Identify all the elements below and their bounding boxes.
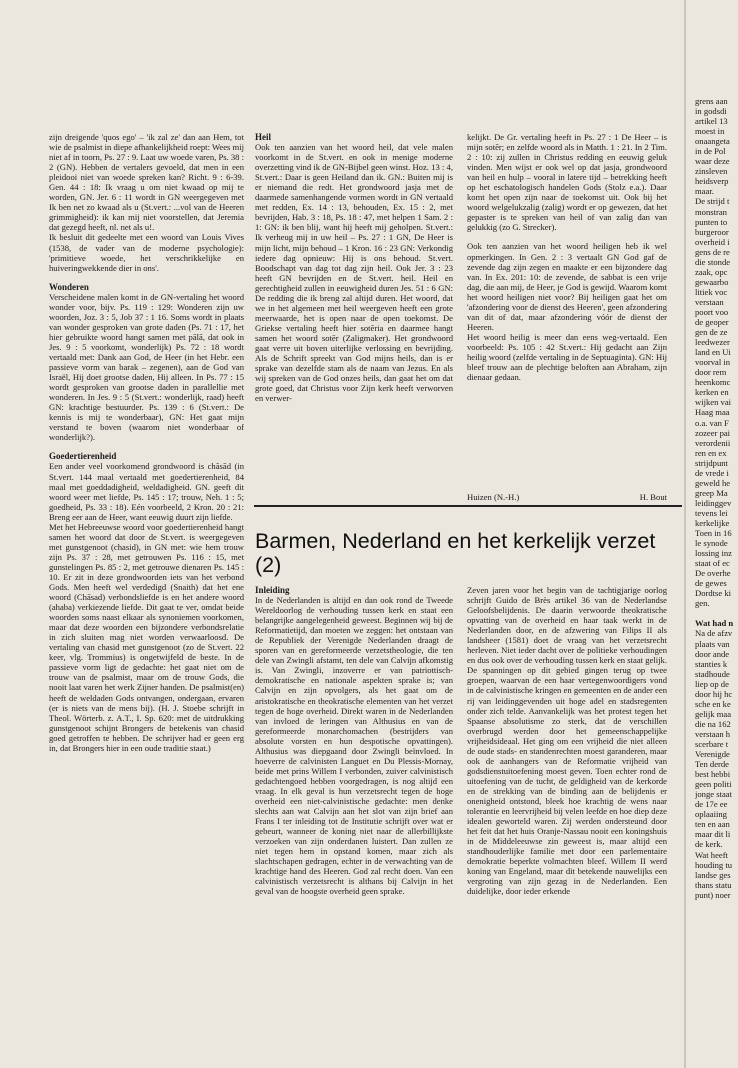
fragment-line: de geoper [695,317,729,328]
fragment-line: plaats van [695,638,730,649]
fragment-line: houding tu [695,859,733,870]
paragraph: Ook ten aanzien van het woord heiligen heb ik wel opmerkingen. In Gen. 2 : 3 vertaalt GN God gaf de zevende dag zijn zegen en maakte er een bijzondere dag van. In Ex. 201: 10: de zevende, de sabbat is een vrije dag, die aan mij, de Heer, je God is gewijd. Waarom komt het woord heiligen niet voor? Bij heiligen gaat het om 'afzondering voor de dienst des Heeren', geen afzondering van dit of dat, maar afzondering vóór de dienst der Heeren. [467,241,667,332]
paragraph: Ik besluit dit gedeelte met een woord van Louis Vives (1538, de vader van de moderne psychologie): 'primitieve woede, het verschrikkelijke en huiveringwekkende dier in ons'. [49,232,244,273]
fragment-line: sche en ke [695,698,731,709]
fragment-line: verstaan [695,296,724,307]
fragment-line: lossing inz [695,548,733,559]
fragment-line: tevens lei [695,507,728,518]
fragment-line: best hebbi [695,769,731,780]
fragment-line: geweld he [695,477,731,488]
fragment-line: scerbare t [695,739,729,749]
article2-column-2 [467,585,667,896]
fragment-line: leidinggev [695,497,732,508]
fragment-line: Wat heeft [695,849,728,860]
fragment-line: monstran [695,206,727,217]
fragment-line: moest in [695,126,725,137]
fragment-line: de vrede i [695,467,729,478]
fragment-line: wijken vai [695,397,732,408]
fragment-line: stanties k [695,658,728,669]
fragment-line: ren en ex [695,447,727,458]
paragraph: zijn dreigende 'quos ego' – 'ik zal ze' dan aan Hem, tot wie de psalmist in diepe afhankelijkheid roept: Wees mij niet af in toorn, Ps. 27 : 9. Laat uw woede varen, Ps. 38 : 2 (GN). Hebben de vertalers gevoeld, dat men in een pleidooi niet van woede spreken kan? Richt. 9 : 6-39. Gen. 44 : 18: Ik vraag u om niet kwaad op mij te worden, GN. Jer. 6 : 11 wordt in GN weergegeven met Ik ben net zo kwaad als u (St.vert.: ...vol van de Heeren grimmigheid): ik kan mij niet voorstellen, dat Jeremia dat gezegd heeft, nl. net als u!. [49,132,244,233]
page-gutter [684,0,686,1068]
fragment-line: gelijk maa [695,708,732,719]
fragment-line: kerken en [695,387,729,398]
fragment-line: Toen in 16 [695,528,732,539]
fragment-line: thans statu [695,879,732,890]
fragment-line: litiek voc [695,286,728,297]
fragment-line: de kerk. [695,839,723,850]
fragment-line: heenkomc [695,377,731,388]
fragment-line: door ande [695,648,730,659]
fragment-line: heidsverp [695,176,729,187]
paragraph: kelijkt. De Gr. vertaling heeft in Ps. 27 : 1 De Heer – is mijn sotēr; en zelfde woord als in Matth. 1 : 21. In 2 Tim. 2 : 10: zij zullen in Christus redding en eeuwig geluk vinden. Men wijst er ook wel op dat jasja, grondwoord van heil en hulp – vooral in latere tijd – betrekking heeft op het eschatologisch handelen Gods (Stolz e.a.). Daar komt het open zijn naar de toekomst uit. Ook bij het woord welgelukzalig (zalig) wordt er op gewezen, dat het gepaster is te spreken van heil of van zalig dan van gelukkig (zo G. Strecker). [467,132,667,233]
section-heading-wonderen: Wonderen [49,281,89,292]
article-signature [467,492,667,502]
fragment-line [695,608,738,618]
fragment-line: De strijd t [695,196,730,207]
article-headline: Barmen, Nederland en het kerkelijk verzet (2) [255,529,656,577]
article-divider [254,505,682,507]
paragraph: In de Nederlanden is altijd en dan ook rond de Tweede Wereldoorlog de verhouding tussen kerk en staat een belangrijke aangelegenheid geweest. Beginnen wij bij de Reformatietijd, dan moeten we zeggen: het ontstaan van de Republiek der Verenigde Nederlanden draagt de sporen van en gereformeerde verzetstheologie, die ten dele van Zwingli afstamt, ten dele van Calvijn afkomstig is. Van Zwingli, inzoverre er van patriottisch-demokratische en nationale aspekten sprake is; van Calvijn en zijn opvolgers, als het gaat om de aristokratische en theokratische elementen van het verzet tegen de hoge overheid. Direkt waren in de Nederlanden van invloed de leringen van Althusius en van de gereformeerde monarchomachen (bestrijders van absolute vorsten en hun despotische opvattingen). Althusius was diepgaand door Zwingli beïnvloed. In hoeverre de calvinisten Languet en Du Plessis-Mornay, beide met prins Willem I verbonden, zuiver calvinistisch gedachtengoed hebben voorgedragen, is nog altijd een vraag. In elk geval is hun verzetsrecht tegen de hoge overheid een niet-calvinistische gedachte: men denke slechts aan wat Calvijn aan het slot van zijn brief aan Frans I ter inleiding tot de Institutie schrijft over wat er gebeurt, wanneer de koning niet naar de allerbillijkste verzoeken van zijn onderdanen luistert. Dan zullen ze niet tegen hem in opstand komen, maar zich als slachtschapen gedragen, echter in de verwachting van de krachtige hand des Heeren. God zal recht doen. Van een calvinistisch verzetsrecht is althans bij Calvijn in het geval van de hoogste overheid geen sprake. [255,595,453,897]
fragment-line: punten to [695,216,728,227]
article1-column-3 [467,132,667,382]
fragment-line: in godsdi [695,106,727,117]
fragment-line: de 17e ee [695,799,728,810]
fragment-line: onaangeta [695,136,730,147]
fragment-line: leedwezer [695,337,730,348]
fragment-line: artikel 13 [695,116,728,127]
article1-column-1 [49,132,244,753]
next-page-fragment [695,96,738,900]
paragraph: Zeven jaren voor het begin van de tachtigjarige oorlog schrijft Guido de Brès artikel 36 van de Nederlandse Geloofsbelijdenis. De daarin verwoorde theokratische opvatting van de overheid en haar taak werkt in de Nederlanden door, en de afzwering van Filips II als landsheer (1581) doet de vraag van het verzetsrecht herleven. Niet ieder dacht over de politieke verhoudingen en dus ook over de verhouding tussen kerk en staat gelijk. De spanningen op dit gebied gingen terug op twee groepen, waarvan de een haar vertegenwoordigers vond in de calvinistische kringen en gemeenten en de ander een rij van leidinggevenden uit hoge adel en stadsregenten onder zich telde. Aanvankelijk was het protest tegen het Spaanse absolutisme zo sterk, dat de verschillen overbrugd werden door het gemeenschappelijke vrijheidsideaal. Het ging om een vrijheid die niet alleen de oude stads- en standenrechten moest garanderen, maar ook de aanhangers van de Reformatie vrijheid van godsdienstuitoefening moest geven. Toen echter rond de uitoefening van de tucht, de geldigheid van de kerkorde en de strekking van de binding aan de belijdenis er onenigheid ontstond, bleek hoe krachtig de wens naar tolerantie en leervrijheid bij velen leefde en hoe diep deze idealen geworteld waren. Zij werden ondersteund door het feit dat het huis Oranje-Nassau nooit een koningshuis in de Middeleeuwse zin geweest is, maar altijd een standhouderlijke familie met door een parlementaire demokratie beperkte volmachten bleef. Willem II werd koning van Engeland, maar dit betekende nauwelijks een vergroting van zijn gezag in de Nederlanden. Een duidelijke, door ieder erkende [467,585,667,897]
fragment-line: liep op de [695,678,729,689]
fragment-line: zozeer pai [695,427,731,438]
fragment-line: maar dit li [695,829,731,840]
fragment-line: die na 162 [695,718,731,729]
paragraph: Verscheidene malen komt in de GN-vertaling het woord wonder voor, bijv. Ps. 119 : 129: Wonderen zijn uw woorden, Joz. 3 : 5, Job 37 : 1 16. Soms wordt in plaats van wonder gesproken van grote daden (Ps. 71 : 17, het hier gebruikte woord hangt samen met pālā, dat ook in Jes. 9 : 5 voorkomt, wonderlijk) Ps. 72 : 18 wordt vertaald met: Dank aan God, de Heer (in het Hebr. een passieve vorm van barak – zegenen), aan de God van Israël, Hij doet grootse daden, Hij alleen. In Ps. 77 : 15 wordt gesproken van grootse daden in parallellie met wonderen. In Jes. 9 : 5 (St.vert.: wonderlijk, raad) heeft GN: krachtige bestuurder. Ps. 139 : 6 (St.vert.: De kennis is mij te wonderbaar), GN: Het gaat mijn verstand te boven (waarom niet wonderbaar of wonderlijk?). [49,291,244,443]
fragment-line: Dordtse ki [695,588,732,599]
fragment-line: Ten derde [695,759,729,770]
fragment-line: overheid i [695,236,730,247]
fragment-line: burgeroor [695,226,729,237]
fragment-line: waar deze [695,156,730,167]
fragment-line: geen politi [695,779,732,790]
fragment-line: poort voo [695,306,729,317]
fragment-line: door hij hc [695,688,733,699]
fragment-line: voorval in [695,357,731,368]
fragment-line: landse ges [695,869,731,880]
section-heading-goedertierenheid: Goedertierenheid [49,451,117,462]
fragment-line: gewaarbo [695,276,729,287]
fragment-line: zaak, opc [695,266,728,277]
paragraph: Een ander veel voorkomend grondwoord is chāsād (in St.vert. 144 maal vertaald met goedertierenheid, 84 maal met goeddadigheid, weldadigheid. GN. geeft dit woord weer met liefde, Ps. 145 : 17; trouw, Neh. 1 : 5; goedheid, Ps. 33 : 18). Eén voorbeeld, 2 Kron. 20 : 21: Breng eer aan de Heer, want eeuwig duurt zijn liefde. [49,461,244,522]
signature-location: Huizen (N.-H.) [467,492,520,502]
fragment-line: die stonde [695,256,731,267]
fragment-line: staat of ec [695,558,730,569]
fragment-line: Haag maa [695,407,730,418]
article1-column-2 [255,132,453,403]
signature-author: H. Bout [639,492,667,502]
fragment-line: de gewes [695,578,727,589]
fragment-line: land en Ui [695,347,731,358]
fragment-line: gen de ze [695,327,728,338]
fragment-line: zinsleven [695,166,728,177]
fragment-line: verstaan h [695,728,731,739]
fragment-line: Wat had n [695,618,734,629]
fragment-line: stadhoude [695,668,730,679]
fragment-line: strijdpunt [695,457,728,468]
article2-column-1 [255,585,453,896]
paragraph: Het woord heilig is meer dan eens weg-vertaald. Een voorbeeld: Ps. 105 : 42 St.vert.: Hij gedacht aan Zijn heilig woord (zelfde vertaling in de Septuaginta). GN: Hij bleef trouw aan de plechtige beloften aan Abraham, zijn dienaar gedaan. [467,331,667,383]
fragment-line: gens de re [695,246,730,257]
fragment-line: grens aan [695,96,728,106]
fragment-line: ten en aan [695,819,730,830]
fragment-line: greep Ma [695,487,728,498]
fragment-line: oplaaiing [695,809,727,820]
fragment-line: maar. [695,186,714,197]
section-heading-inleiding: Inleiding [255,585,290,595]
fragment-line: in de Pol [695,146,726,157]
fragment-line: De overhe [695,568,731,579]
fragment-line: jonge staat [695,789,732,800]
fragment-line: kerkelijke [695,517,730,528]
paragraph: Met het Hebreeuwse woord voor goedertierenheid hangt samen het woord dat door de St.vert. is weergegeven met gunstgenoot (chasid), in GN met: wie hem trouw zijn Ps. 37 : 28, met getrouwen Ps. 116 : 15, met gunstelingen Ps. 85 : 2, met getrouwe dienaren Ps. 145 : 10. Er zit in deze grondwoorden iets van het verbond Gods. Men heeft wel verdedigd (Snaith) dat het ene woord (Chāsad) verbondsliefde is en het andere woord (ahaba) verkiezende liefde. Dit gaat te ver, omdat beide woorden soms naast elkaar als synoniemen voorkomen, maar dat deze woorden een bijzondere verbondsrelatie in zich sluiten mag niet worden verwaarloosd. De vertaling van chasid met gunstgenoot (zo de St.vert. 22 keer, vlg. Trommius) is ongetwijfeld de beste. In de passieve vorm ligt de gedachte: het gaat niet om de trouw van de psalmist, maar om de trouw Gods, die nooit laat varen het werk Zijner handen. De psalmist(en) heeft de weldaden Gods ontvangen, ondergaan, ervaren (er is niets van de mens bij). (H. J. Stoebe schrijft in Theol. Wörterb. z. A.T., I. Sp. 620: met de uitdrukking gunstgenoot schijnt Brongers de betekenis van chasid goed getroffen te hebben. De schrijver had er geen erg in, dat Brongers hier in een oude traditie staat.) [49,521,244,753]
fragment-line: verordenii [695,437,731,448]
fragment-line: punt) noer [695,889,731,900]
fragment-line: Verenigde [695,749,730,760]
fragment-line: door rem [695,367,727,378]
paragraph: Ook ten aanzien van het woord heil, dat vele malen voorkomt in de St.vert. en ook in menige moderne overzetting vind ik de GN-Bijbel geen winst. Hoz. 13 : 4, St.vert.: Daar is geen Heiland dan ik. GN.: Buiten mij is er niemand die redt. Het grondwoord jasja met de daarmede samenhangende vormen wordt in GN vertaald met redden, Ex. 14 : 13, behouden, Ex. 15 : 2, met bevrijden, Hab. 3 : 18, Ps. 18 : 47, met helpen 1 Sam. 2 : 1: GN: ik ben blij, want hij heeft mij geholpen. St.vert.: Ik verheug mij in uw heil – Ps. 27 : 1 GN, De Heer is mijn licht, mijn behoud – 1 Kron. 16 : 23 GN: Verkondig iedere dag opnieuw: Hij is ons behoud. St.vert. Boodschapt van dag tot dag zijn heil. Ook Jer. 3 : 23 heeft GN bevrijden en de St.vert. heil. Heil en gerechtigheid zullen in eeuwigheid duren Jes. 51 : 6 GN: De redding die ik breng zal altijd duren. Het woord, dat we in het algemeen met heil weergeven heeft een grote meerwaarde, het is open naar de open toekomst. De Griekse vertaling heeft hier sotēria en daarmee hangt samen het woord sotēr (Zaligmaker). Het grondwoord gaat verre uit boven uiterlijke verlossing en bevrijding. Als de Schrift spreekt van God mijns heils, dan is er sprake van dezelfde stam als de naam van Jezus. En als wij spreken van de God onzes heils, dan gaat het om dat grote goed, dat Christus voor Zijn kerk heeft verworven en verwer- [255,142,453,404]
fragment-line: Na de afzv [695,628,733,639]
section-heading-heil: Heil [255,132,271,142]
fragment-line: gen. [695,598,710,609]
fragment-line: le synode [695,538,728,549]
fragment-line: o.a. van F [695,417,729,428]
